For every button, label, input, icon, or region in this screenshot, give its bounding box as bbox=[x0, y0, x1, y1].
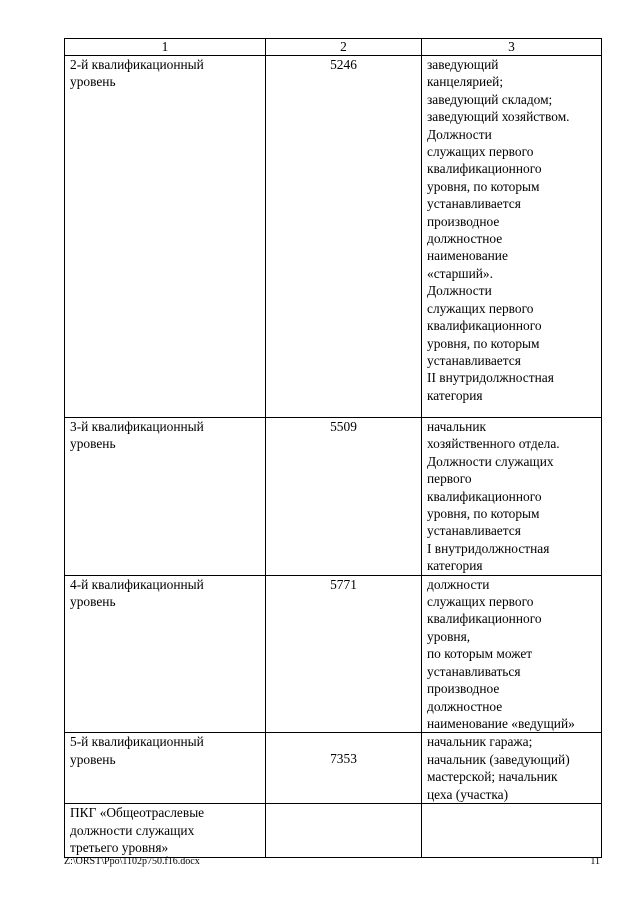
table-row bbox=[65, 418, 602, 576]
salary-cell: 5509 bbox=[266, 418, 422, 576]
footer-page-number: 11 bbox=[590, 856, 600, 867]
positions-cell: начальник хозяйственного отдела. Должности служащих первого квалификационного уровня, по которым устанавливается I внутридолжностная категория bbox=[422, 418, 602, 576]
positions-cell bbox=[422, 804, 602, 858]
salary-cell: 7353 bbox=[266, 733, 422, 804]
qualification-level-cell: 5-й квалификационный уровень bbox=[65, 733, 266, 804]
table-row bbox=[65, 804, 602, 858]
qualification-level-cell: 2-й квалификационный уровень bbox=[65, 56, 266, 418]
header-col-2: 2 bbox=[266, 39, 422, 56]
table-header-row bbox=[65, 39, 602, 56]
salary-cell: 5771 bbox=[266, 575, 422, 733]
footer-file-path: Z:\ORST\Ppo\1102p750.f16.docx bbox=[64, 856, 200, 867]
table-row bbox=[65, 733, 602, 804]
qualification-level-cell: 3-й квалификационный уровень bbox=[65, 418, 266, 576]
salary-table bbox=[64, 38, 602, 858]
salary-cell: 5246 bbox=[266, 56, 422, 418]
positions-cell: начальник гаража; начальник (заведующий) мастерской; начальник цеха (участка) bbox=[422, 733, 602, 804]
positions-cell: должности служащих первого квалификационного уровня, по которым может устанавливаться производное должностное наименование «ведущий» bbox=[422, 575, 602, 733]
qualification-level-cell: 4-й квалификационный уровень bbox=[65, 575, 266, 733]
salary-cell bbox=[266, 804, 422, 858]
table-row bbox=[65, 56, 602, 418]
positions-cell: заведующий канцелярией; заведующий складом; заведующий хозяйством. Должности служащих первого квалификационного уровня, по которым устанавливается производное должностное наименование «старший». Должности служащих первого квалификационного уровня, по которым устанавливается II внутридолжностная категория bbox=[422, 56, 602, 418]
qualification-level-cell: ПКГ «Общеотраслевые должности служащих третьего уровня» bbox=[65, 804, 266, 858]
header-col-3: 3 bbox=[422, 39, 602, 56]
header-col-1: 1 bbox=[65, 39, 266, 56]
table-row bbox=[65, 575, 602, 733]
